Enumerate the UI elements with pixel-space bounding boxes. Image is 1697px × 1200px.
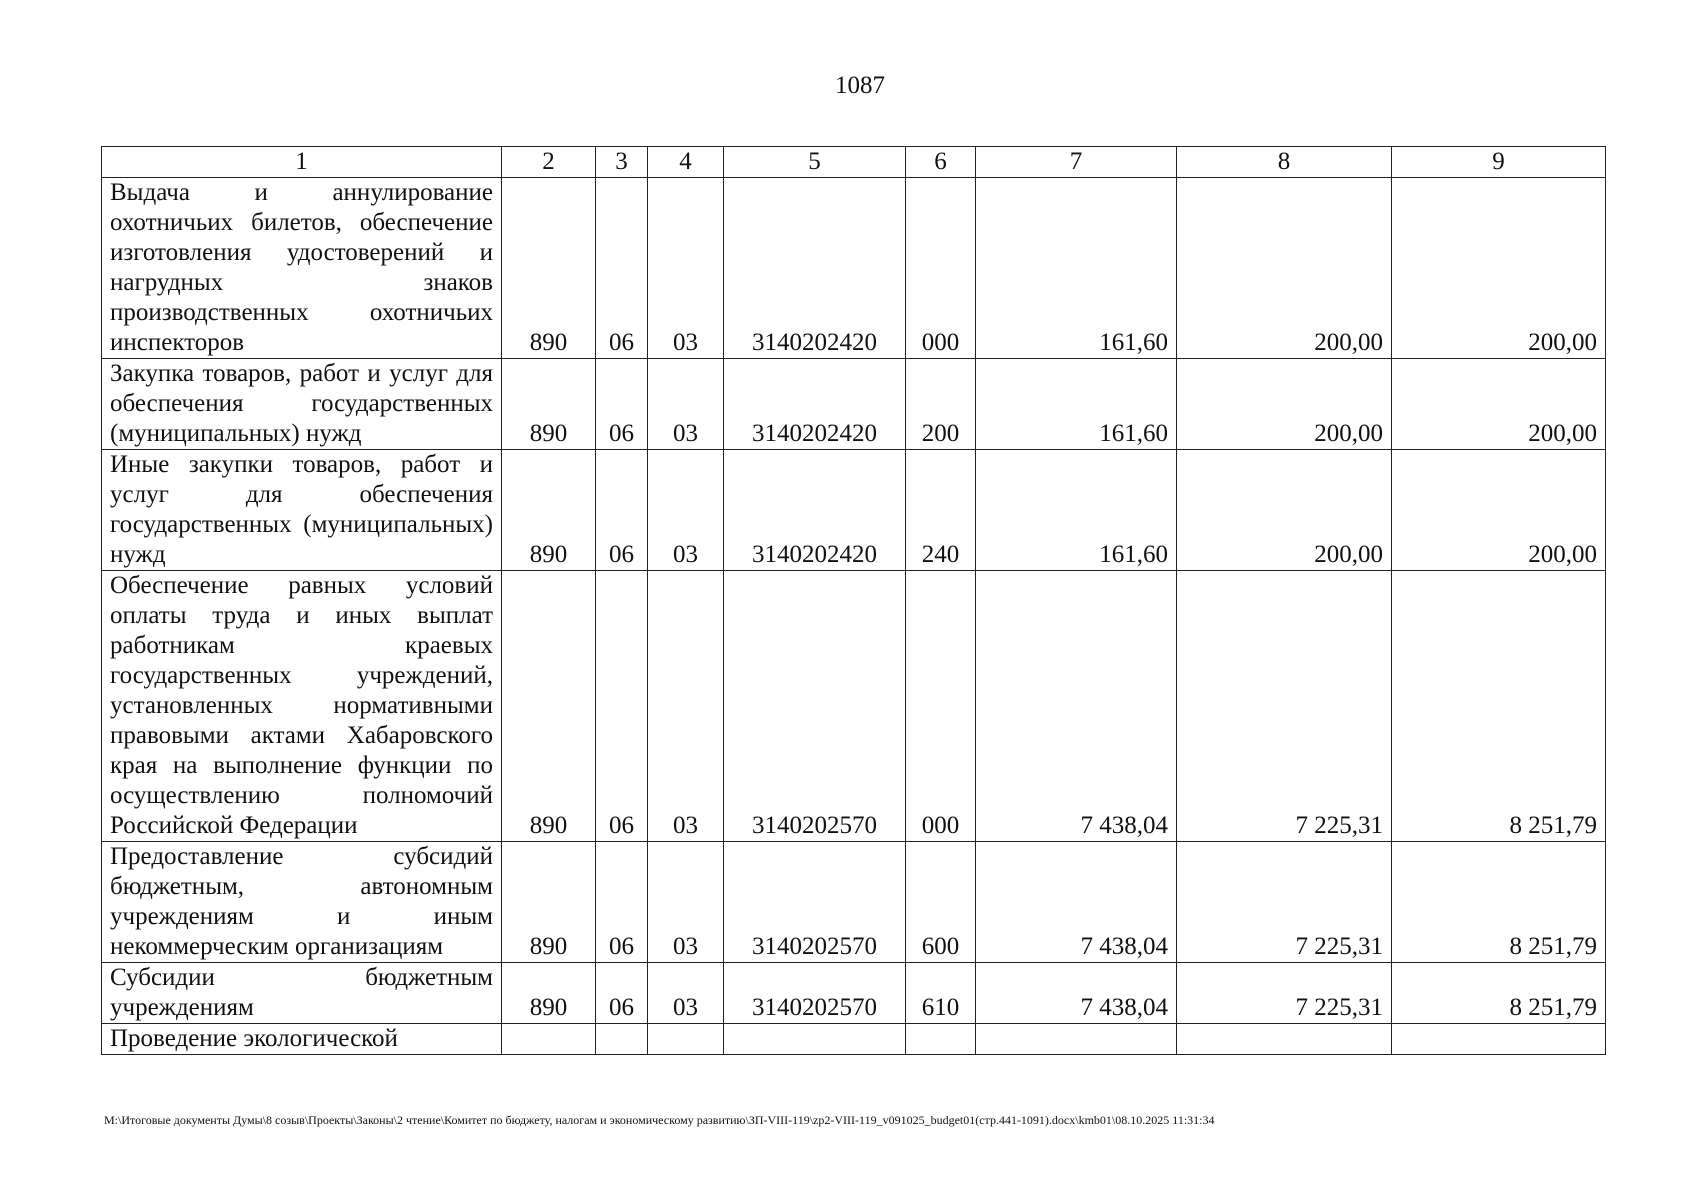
cell-col7: 7 438,04 [976,963,1177,1024]
column-header: 6 [906,147,976,178]
cell-col3: 06 [596,842,648,963]
row-description: Предоставление субсидий бюджетным, автономным учреждениям и иным некоммерческим организациям [102,842,502,963]
cell-col3: 06 [596,450,648,571]
row-description: Иные закупки товаров, работ и услуг для обеспечения государственных (муниципальных) нужд [102,450,502,571]
cell-col2: 890 [502,359,596,450]
cell-col4: 03 [648,450,724,571]
column-header: 2 [502,147,596,178]
column-header: 1 [102,147,502,178]
cell-col5: 3140202420 [724,178,906,359]
cell-col9: 8 251,79 [1392,571,1606,842]
cell-col6: 200 [906,359,976,450]
cell-empty [976,1024,1177,1055]
cell-col5: 3140202570 [724,571,906,842]
row-description: Обеспечение равных условий оплаты труда и иных выплат работникам краевых государственных учреждений, установленных нормативными правовыми актами Хабаровского края на выполнение функции по осуществлению полномочий Российской Федерации [102,571,502,842]
cell-col3: 06 [596,359,648,450]
cell-col2: 890 [502,842,596,963]
cell-col8: 7 225,31 [1177,571,1392,842]
footer-file-path: M:\Итоговые документы Думы\8 созыв\Проекты\Законы\2 чтение\Комитет по бюджету, налогам и экономическому развитию\ЗП-VIII-119\zp2-VIII-119_v091025_budget01(стр.441-1091).docx\kmb01\08.10.2025 11:31:34 [104,1113,1215,1127]
cell-col7: 161,60 [976,359,1177,450]
cell-col4: 03 [648,963,724,1024]
cell-col9: 200,00 [1392,359,1606,450]
cell-col4: 03 [648,359,724,450]
cell-col2: 890 [502,450,596,571]
table-row [102,571,1606,842]
cell-col4: 03 [648,571,724,842]
row-description: Закупка товаров, работ и услуг для обеспечения государственных (муниципальных) нужд [102,359,502,450]
table-row-partial [102,1024,1606,1055]
cell-col8: 7 225,31 [1177,842,1392,963]
table-row [102,450,1606,571]
table-row [102,359,1606,450]
cell-col3: 06 [596,571,648,842]
row-description: Выдача и аннулирование охотничьих билетов, обеспечение изготовления удостоверений и нагрудных знаков производственных охотничьих инспекторов [102,178,502,359]
cell-col2: 890 [502,571,596,842]
table-row [102,842,1606,963]
cell-col2: 890 [502,963,596,1024]
cell-col3: 06 [596,178,648,359]
row-description: Субсидии бюджетным учреждениям [102,963,502,1024]
header-row [102,147,1606,178]
column-header: 9 [1392,147,1606,178]
cell-col7: 7 438,04 [976,842,1177,963]
cell-col3: 06 [596,963,648,1024]
column-header: 8 [1177,147,1392,178]
table-row [102,178,1606,359]
cell-empty [596,1024,648,1055]
cell-col9: 200,00 [1392,450,1606,571]
column-header: 7 [976,147,1177,178]
table-row [102,963,1606,1024]
cell-col8: 200,00 [1177,359,1392,450]
column-header: 5 [724,147,906,178]
cell-col5: 3140202570 [724,963,906,1024]
cell-col7: 161,60 [976,178,1177,359]
cell-col8: 200,00 [1177,450,1392,571]
cell-empty [906,1024,976,1055]
cell-col5: 3140202420 [724,450,906,571]
cell-col9: 200,00 [1392,178,1606,359]
cell-col2: 890 [502,178,596,359]
column-header: 3 [596,147,648,178]
cell-col8: 200,00 [1177,178,1392,359]
cell-col8: 7 225,31 [1177,963,1392,1024]
cell-col4: 03 [648,842,724,963]
cell-empty [648,1024,724,1055]
row-description: Проведение экологической [102,1024,502,1055]
cell-empty [724,1024,906,1055]
page-number: 1087 [835,72,885,99]
cell-empty [1392,1024,1606,1055]
cell-col6: 240 [906,450,976,571]
cell-col6: 000 [906,178,976,359]
cell-empty [502,1024,596,1055]
column-header: 4 [648,147,724,178]
cell-col6: 610 [906,963,976,1024]
cell-col5: 3140202420 [724,359,906,450]
cell-col6: 000 [906,571,976,842]
cell-empty [1177,1024,1392,1055]
cell-col6: 600 [906,842,976,963]
cell-col5: 3140202570 [724,842,906,963]
cell-col4: 03 [648,178,724,359]
cell-col7: 161,60 [976,450,1177,571]
cell-col9: 8 251,79 [1392,963,1606,1024]
cell-col9: 8 251,79 [1392,842,1606,963]
budget-table [101,146,1606,1055]
cell-col7: 7 438,04 [976,571,1177,842]
